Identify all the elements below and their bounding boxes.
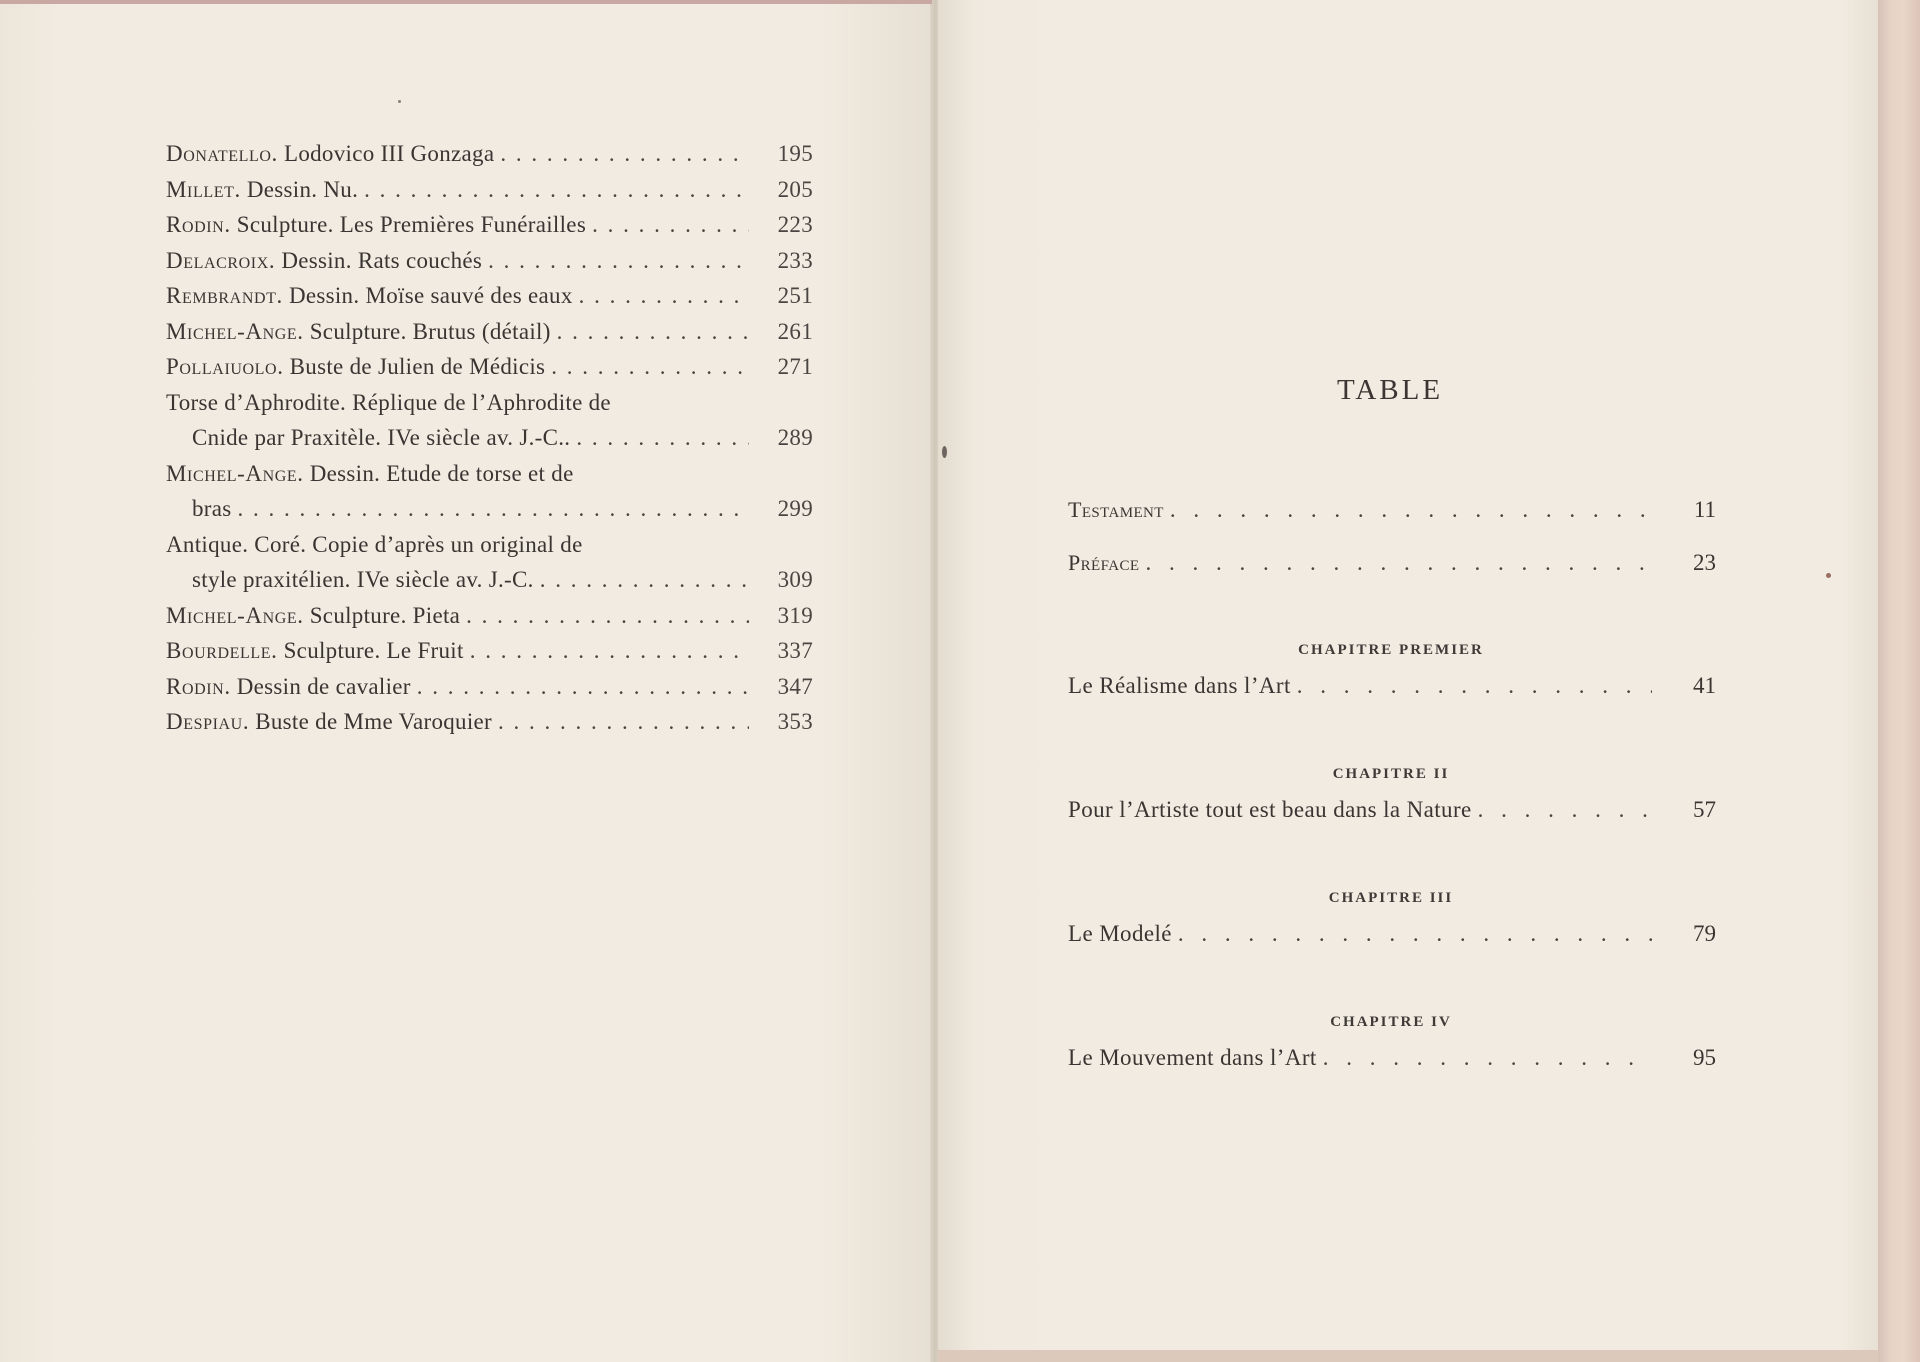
plate-entry [166, 314, 813, 350]
toc-label: Pour l’Artiste tout est beau dans la Nature [1068, 797, 1472, 822]
plate-title-line2: bras [192, 496, 232, 521]
plate-page: 223 [777, 212, 813, 237]
chapter-heading: CHAPITRE III [1328, 890, 1454, 906]
plate-artist: Bourdelle. [166, 638, 278, 663]
plate-page: 347 [777, 673, 813, 699]
toc-entry [1068, 797, 1716, 837]
plate-title: Dessin. Nu. [246, 176, 359, 202]
paper-speck [942, 446, 947, 458]
plate-title-line2: style praxitélien. IVe siècle av. J.-C. [192, 567, 534, 592]
plate-title: Buste de Julien de Médicis [289, 354, 546, 379]
plate-page: 289 [777, 425, 813, 450]
plate-artist: Delacroix. [166, 247, 276, 273]
plate-artist: Rodin. [166, 212, 231, 237]
plate-title-line1: Torse d’Aphrodite. Réplique de l’Aphrodite de [166, 389, 611, 415]
plate-page: 195 [777, 141, 813, 166]
plate-title: Buste de Mme Varoquier [255, 709, 493, 734]
plate-entry [166, 207, 813, 243]
plate-title: Dessin de cavalier [236, 673, 411, 699]
plate-entry [166, 669, 813, 705]
plates-list [166, 136, 813, 740]
plate-title: Dessin. Rats couchés [281, 247, 483, 273]
plate-artist: Despiau. [166, 709, 250, 734]
plate-artist: Michel-Ange. [166, 318, 304, 344]
plate-title: Dessin. Moïse sauvé des eaux [288, 283, 573, 308]
plate-title-line1: Dessin. Etude de torse et de [309, 460, 574, 486]
plate-page: 309 [777, 567, 813, 592]
toc-page: 41 [1693, 673, 1716, 698]
plate-title: Sculpture. Pieta [309, 602, 461, 628]
toc-label: Le Réalisme dans l’Art [1068, 673, 1291, 698]
plate-title: Sculpture. Les Premières Funérailles [236, 212, 587, 237]
toc-page: 95 [1693, 1045, 1716, 1070]
plate-title: Lodovico III Gonzaga [283, 141, 495, 166]
plate-artist: Rodin. [166, 673, 231, 699]
plate-page: 261 [777, 318, 813, 344]
plate-artist: Michel-Ange. [166, 460, 304, 486]
toc-label: Préface [1068, 550, 1140, 575]
chapter-heading: CHAPITRE PREMIER [1298, 642, 1484, 658]
plate-page: 205 [777, 176, 813, 202]
plate-artist: Rembrandt. [166, 283, 283, 308]
plate-page: 299 [777, 496, 813, 521]
toc-page: 79 [1693, 921, 1716, 946]
plate-entry [166, 385, 813, 456]
toc-page: 23 [1693, 550, 1716, 575]
plate-page: 319 [777, 602, 813, 628]
plate-page: 233 [777, 247, 813, 273]
toc-label: Testament [1068, 497, 1164, 522]
paper-speck [398, 100, 401, 103]
table-of-contents [1068, 497, 1716, 1085]
chapter-heading: CHAPITRE II [1332, 766, 1450, 782]
plate-entry [166, 527, 813, 598]
plate-artist: Pollaiuolo. [166, 354, 284, 379]
plate-entry [166, 278, 813, 314]
plate-entry [166, 598, 813, 634]
toc-page: 11 [1693, 497, 1716, 522]
page-bottom-edge [938, 1350, 1878, 1362]
toc-entry [1068, 1045, 1716, 1085]
plate-entry [166, 349, 813, 385]
plate-title: Sculpture. Brutus (détail) [309, 318, 551, 344]
toc-label: Le Modelé [1068, 921, 1172, 946]
plate-artist: Donatello. [166, 141, 278, 166]
plate-page: 271 [777, 354, 813, 379]
plate-title-line1: Antique. Coré. Copie d’après un original de [166, 531, 583, 557]
toc-entry [1068, 921, 1716, 961]
plate-entry [166, 456, 813, 527]
page-fore-edge [1878, 0, 1920, 1362]
page-title: TABLE [1336, 374, 1444, 406]
toc-entry [1068, 673, 1716, 713]
plate-artist: Michel-Ange. [166, 602, 304, 628]
plate-entry [166, 633, 813, 669]
toc-entry [1068, 497, 1716, 537]
toc-page: 57 [1693, 797, 1716, 822]
plate-artist: Millet. [166, 176, 241, 202]
plate-entry [166, 704, 813, 740]
plate-entry [166, 172, 813, 208]
chapter-heading: CHAPITRE IV [1330, 1014, 1452, 1030]
toc-label: Le Mouvement dans l’Art [1068, 1045, 1317, 1070]
plate-page: 251 [777, 283, 813, 308]
toc-entry [1068, 550, 1716, 590]
plate-page: 353 [777, 709, 813, 734]
plate-title: Sculpture. Le Fruit [283, 638, 464, 663]
plate-entry [166, 243, 813, 279]
plate-entry [166, 136, 813, 172]
plate-page: 337 [777, 638, 813, 663]
plate-title-line2: Cnide par Praxitèle. IVe siècle av. J.-C.. [192, 425, 571, 450]
paper-speck [1826, 573, 1831, 578]
page-top-edge [0, 0, 932, 4]
